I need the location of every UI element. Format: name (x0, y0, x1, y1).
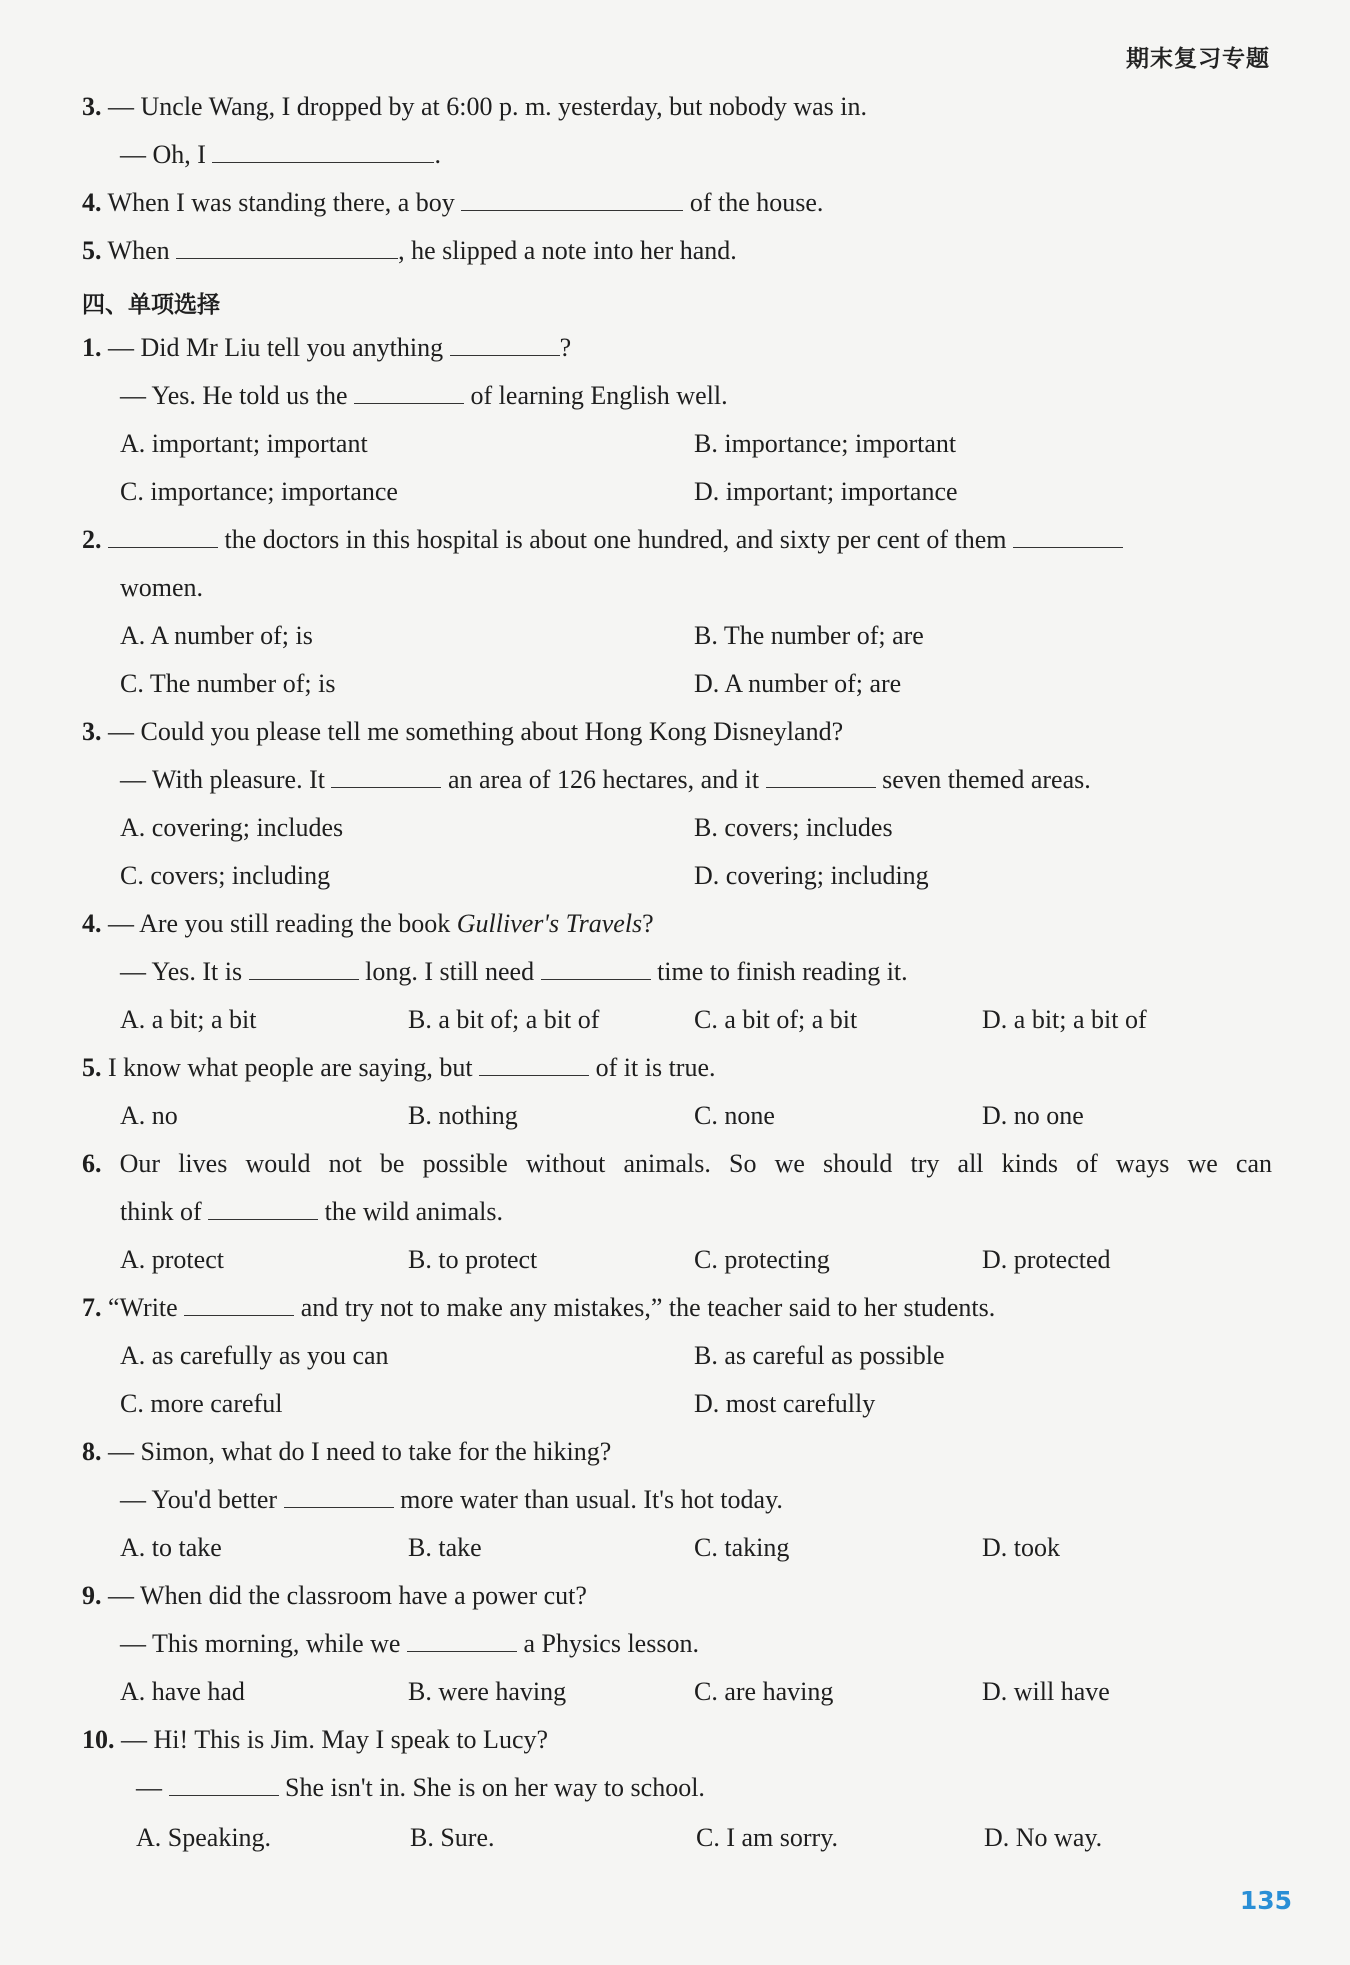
question-text: — When did the classroom have a power cut? (108, 1581, 587, 1610)
option-d[interactable]: D. most carefully (694, 1389, 876, 1418)
option-d[interactable]: D. No way. (984, 1823, 1103, 1852)
question-number: 2. (82, 525, 102, 554)
option-a[interactable]: A. covering; includes (120, 813, 344, 842)
question-number: 10. (82, 1725, 115, 1754)
question-5-line1 (82, 1053, 716, 1083)
question-8-line2 (120, 1485, 783, 1515)
option-d[interactable]: D. took (982, 1533, 1060, 1562)
option-b[interactable]: B. to protect (408, 1245, 538, 1274)
answer-blank[interactable] (766, 765, 876, 788)
question-text: — Uncle Wang, I dropped by at 6:00 p. m. yesterday, but nobody was in. (108, 92, 867, 121)
option-a[interactable]: A. a bit; a bit (120, 1005, 257, 1034)
question-number: 3. (82, 92, 102, 121)
part3-question-4 (82, 188, 823, 218)
part3-question-3-line1 (82, 92, 867, 122)
question-text: an area of 126 hectares, and it (447, 765, 760, 794)
option-b[interactable]: B. Sure. (410, 1823, 495, 1852)
question-text: long. I still need (365, 957, 535, 986)
question-9-line1 (82, 1581, 587, 1611)
question-text: of it is true. (595, 1053, 716, 1082)
question-text: . (434, 140, 441, 169)
section-title: 四、单项选择 (82, 292, 220, 318)
option-d[interactable]: D. covering; including (694, 861, 929, 890)
question-text: — Could you please tell me something about Hong Kong Disneyland? (108, 717, 844, 746)
question-text: When (107, 236, 170, 265)
question-3-line1 (82, 717, 843, 747)
option-a[interactable]: A. to take (120, 1533, 222, 1562)
question-number: 9. (82, 1581, 102, 1610)
option-c[interactable]: C. taking (694, 1533, 790, 1562)
answer-blank[interactable] (169, 1773, 279, 1796)
question-text: — Simon, what do I need to take for the hiking? (108, 1437, 612, 1466)
question-text: — You'd better (120, 1485, 278, 1514)
question-text: a Physics lesson. (523, 1629, 699, 1658)
answer-blank[interactable] (208, 1197, 318, 1220)
question-10-line2 (136, 1773, 705, 1803)
question-6-line1 (82, 1149, 1272, 1179)
question-text: — Hi! This is Jim. May I speak to Lucy? (121, 1725, 549, 1754)
option-a[interactable]: A. A number of; is (120, 621, 313, 650)
option-a[interactable]: A. as carefully as you can (120, 1341, 389, 1370)
option-a[interactable]: A. no (120, 1101, 178, 1130)
question-text: more water than usual. It's hot today. (400, 1485, 783, 1514)
question-number: 3. (82, 717, 102, 746)
question-number: 4. (82, 909, 102, 938)
question-text: — (136, 1773, 162, 1802)
answer-blank[interactable] (212, 140, 434, 163)
option-c[interactable]: C. a bit of; a bit (694, 1005, 858, 1034)
question-text: When I was standing there, a boy (107, 188, 455, 217)
answer-blank[interactable] (108, 525, 218, 548)
question-text: “Write (108, 1293, 178, 1322)
question-text: time to finish reading it. (657, 957, 908, 986)
header-title: 期末复习专题 (1126, 46, 1270, 72)
option-c[interactable]: C. protecting (694, 1245, 830, 1274)
question-text: — Yes. It is (120, 957, 243, 986)
question-text: Our lives would not be possible without animals. So we should try all kinds of ways we can (119, 1149, 1273, 1178)
option-c[interactable]: C. none (694, 1101, 775, 1130)
question-number: 5. (82, 236, 102, 265)
answer-blank[interactable] (450, 333, 560, 356)
question-2-line2: women. (120, 573, 204, 602)
question-text: ? (559, 333, 572, 362)
question-2-line1 (82, 525, 1123, 555)
question-text: and try not to make any mistakes,” the teacher said to her students. (300, 1293, 996, 1322)
question-8-line1 (82, 1437, 611, 1467)
book-title: Gulliver's Travels (456, 909, 643, 938)
question-text: — Did Mr Liu tell you anything (108, 333, 444, 362)
question-text: — This morning, while we (120, 1629, 401, 1658)
question-4-line1 (82, 909, 654, 939)
answer-blank[interactable] (541, 957, 651, 980)
part3-question-3-line2 (120, 140, 441, 170)
question-text: the wild animals. (324, 1197, 503, 1226)
option-d[interactable]: D. will have (982, 1677, 1110, 1706)
question-text: ? (642, 909, 654, 938)
question-number: 6. (82, 1149, 102, 1178)
question-text: think of (120, 1197, 202, 1226)
option-d[interactable]: D. important; importance (694, 477, 958, 506)
question-text: , he slipped a note into her hand. (398, 236, 737, 265)
answer-blank[interactable] (176, 236, 398, 259)
option-c[interactable]: C. covers; including (120, 861, 331, 890)
question-text: — With pleasure. It (120, 765, 325, 794)
answer-blank[interactable] (284, 1485, 394, 1508)
question-number: 8. (82, 1437, 102, 1466)
option-b[interactable]: B. a bit of; a bit of (408, 1005, 600, 1034)
option-d[interactable]: D. a bit; a bit of (982, 1005, 1147, 1034)
option-b[interactable]: B. nothing (408, 1101, 518, 1130)
part3-question-5 (82, 236, 737, 266)
option-c[interactable]: C. The number of; is (120, 669, 336, 698)
question-text: — Oh, I (120, 140, 206, 169)
question-3-line2 (120, 765, 1091, 795)
question-text: — Are you still reading the book (108, 909, 451, 938)
answer-blank[interactable] (1013, 525, 1123, 548)
question-1-line1 (82, 333, 571, 363)
answer-blank[interactable] (331, 765, 441, 788)
question-7-line1 (82, 1293, 995, 1323)
question-4-line2 (120, 957, 908, 987)
question-number: 4. (82, 188, 102, 217)
option-d[interactable]: D. A number of; are (694, 669, 902, 698)
answer-blank[interactable] (407, 1629, 517, 1652)
option-b[interactable]: B. were having (408, 1677, 567, 1706)
option-a[interactable]: A. have had (120, 1677, 245, 1706)
question-text: — Yes. He told us the (120, 381, 348, 410)
option-d[interactable]: D. no one (982, 1101, 1084, 1130)
option-c[interactable]: C. more careful (120, 1389, 283, 1418)
option-b[interactable]: B. covers; includes (694, 813, 893, 842)
question-number: 7. (82, 1293, 102, 1322)
question-1-line2 (120, 381, 728, 411)
page-number: 135 (1239, 1886, 1292, 1915)
option-b[interactable]: B. as careful as possible (694, 1341, 945, 1370)
answer-blank[interactable] (184, 1293, 294, 1316)
option-a[interactable]: A. protect (120, 1245, 224, 1274)
question-number: 1. (82, 333, 102, 362)
option-b[interactable]: B. importance; important (694, 429, 957, 458)
option-a[interactable]: A. important; important (120, 429, 368, 458)
option-b[interactable]: B. take (408, 1533, 482, 1562)
question-6-line2 (120, 1197, 503, 1227)
question-9-line2 (120, 1629, 699, 1659)
question-text: of learning English well. (470, 381, 728, 410)
question-text: the doctors in this hospital is about one hundred, and sixty per cent of them (224, 525, 1007, 554)
answer-blank[interactable] (354, 381, 464, 404)
question-text: She isn't in. She is on her way to school. (285, 1773, 705, 1802)
option-b[interactable]: B. The number of; are (694, 621, 924, 650)
answer-blank[interactable] (479, 1053, 589, 1076)
question-number: 5. (82, 1053, 102, 1082)
option-c[interactable]: C. importance; importance (120, 477, 398, 506)
question-10-line1 (82, 1725, 548, 1755)
option-c[interactable]: C. I am sorry. (696, 1823, 839, 1852)
option-c[interactable]: C. are having (694, 1677, 834, 1706)
option-d[interactable]: D. protected (982, 1245, 1111, 1274)
answer-blank[interactable] (249, 957, 359, 980)
question-text: I know what people are saying, but (108, 1053, 473, 1082)
question-text: seven themed areas. (882, 765, 1091, 794)
option-a[interactable]: A. Speaking. (136, 1823, 272, 1852)
answer-blank[interactable] (461, 188, 683, 211)
question-text: of the house. (689, 188, 824, 217)
